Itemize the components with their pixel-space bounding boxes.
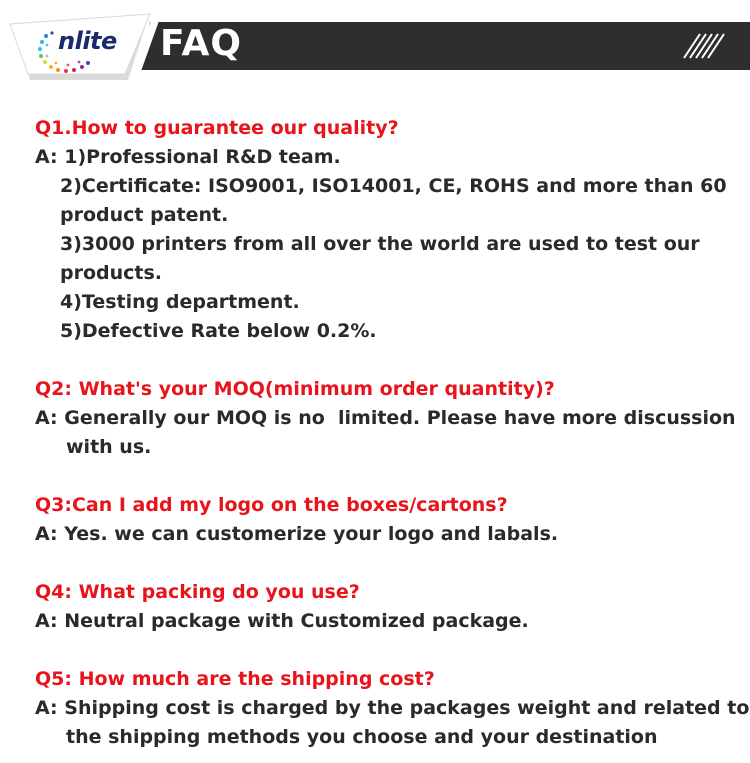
faq-answer-line: 5)Defective Rate below 0.2%.: [60, 320, 377, 342]
faq-answer-line: A: Generally our MOQ is no limited. Please have more discussion: [35, 407, 736, 429]
faq-answer-line: 3)3000 printers from all over the world are used to test our: [60, 233, 700, 255]
faq-item: [35, 491, 735, 549]
faq-question: Q5: How much are the shipping cost?: [35, 668, 435, 690]
brand-logo-text: nlite: [58, 27, 117, 55]
faq-answer-line: 4)Testing department.: [60, 291, 300, 313]
faq-answer-line: product patent.: [60, 204, 229, 226]
faq-question: Q4: What packing do you use?: [35, 581, 360, 603]
faq-answer-line: with us.: [66, 436, 152, 458]
faq-answer-line: A: Shipping cost is charged by the packages weight and related to: [35, 697, 750, 719]
faq-answer-line: A: Yes. we can customerize your logo and labals.: [35, 523, 559, 545]
faq-answer-line: 2)Certificate: ISO9001, ISO14001, CE, ROHS and more than 60: [60, 175, 727, 197]
faq-item: [35, 578, 735, 636]
faq-answer-line: A: 1)Professional R&D team.: [35, 146, 341, 168]
faq-header-banner: [0, 0, 750, 90]
faq-item: [35, 114, 735, 346]
faq-question: Q3:Can I add my logo on the boxes/cartons?: [35, 494, 508, 516]
faq-list: [35, 114, 750, 752]
faq-question: Q2: What's your MOQ(minimum order quantity)?: [35, 378, 555, 400]
faq-question: Q1.How to guarantee our quality?: [35, 117, 399, 139]
page-title: FAQ: [160, 23, 242, 64]
faq-item: [35, 665, 750, 752]
faq-answer-line: the shipping methods you choose and your destination: [66, 726, 658, 748]
faq-answer-line: products.: [60, 262, 163, 284]
faq-answer-line: A: Neutral package with Customized package.: [35, 610, 529, 632]
faq-item: [35, 375, 735, 462]
